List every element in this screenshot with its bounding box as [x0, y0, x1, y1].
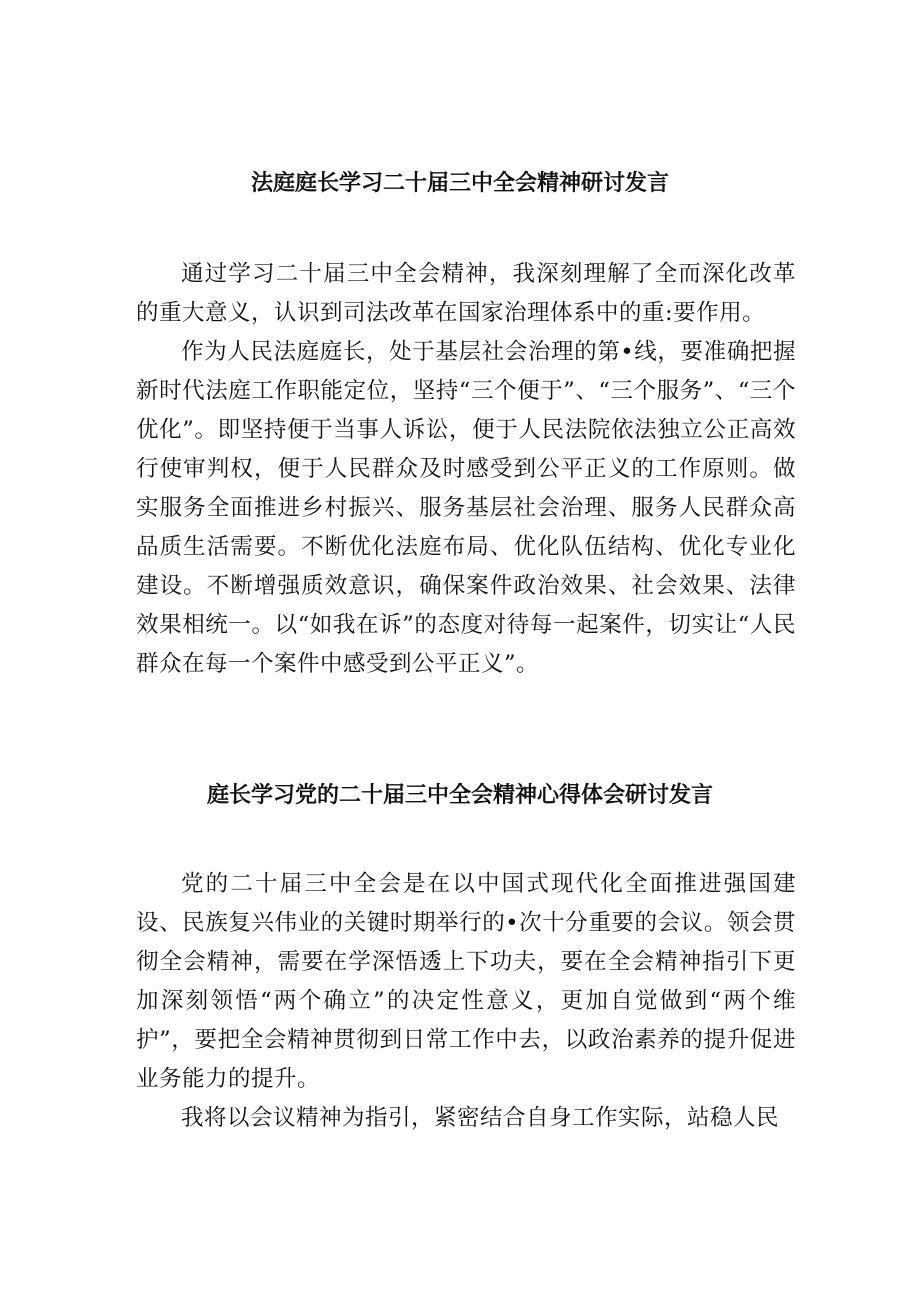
paragraph: 我将以会议精神为指引，紧密结合自身工作实际，站稳人民 — [181, 1105, 780, 1131]
section-body-2 — [136, 865, 796, 1138]
paragraph: 通过学习二十届三中全会精神，我深刻理解了全而深化改革的重大意义，认识到司法改革在国家治理体系中的重:要作用。 — [136, 261, 796, 326]
section-body-1 — [136, 255, 796, 684]
section-title-1: 法庭庭长学习二十届三中全会精神研讨发言 — [250, 170, 669, 196]
paragraph: 党的二十届三中全会是在以中国式现代化全面推进强国建设、民族复兴伟业的关键时期举行的•次十分重要的会议。领会贯彻全会精神，需要在学深悟透上下功夫，要在全会精神指引下更加深刻领悟“两个确立”的决定性意义，更加自觉做到“两个维护”，要把全会精神贯彻到日常工作中去，以政治素养的提升促进业务能力的提升。 — [136, 871, 796, 1092]
section-title-2: 庭长学习党的二十届三中全会精神心得体会研讨发言 — [206, 782, 713, 808]
paragraph: 作为人民法庭庭长，处于基层社会治理的第•线，要准确把握新时代法庭工作职能定位，坚持“三个便于”、“三个服务”、“三个优化”。即坚持便于当事人诉讼，便于人民法院依法独立公正高效行使审判权，便于人民群众及时感受到公平正义的工作原则。做实服务全面推进乡村振兴、服务基层社会治理、服务人民群众高品质生活需要。不断优化法庭布局、优化队伍结构、优化专业化建设。不断增强质效意识，确保案件政治效果、社会效果、法律效果相统一。以“如我在诉”的态度对待每一起案件，切实让“人民群众在每一个案件中感受到公平正义”。 — [136, 339, 796, 677]
